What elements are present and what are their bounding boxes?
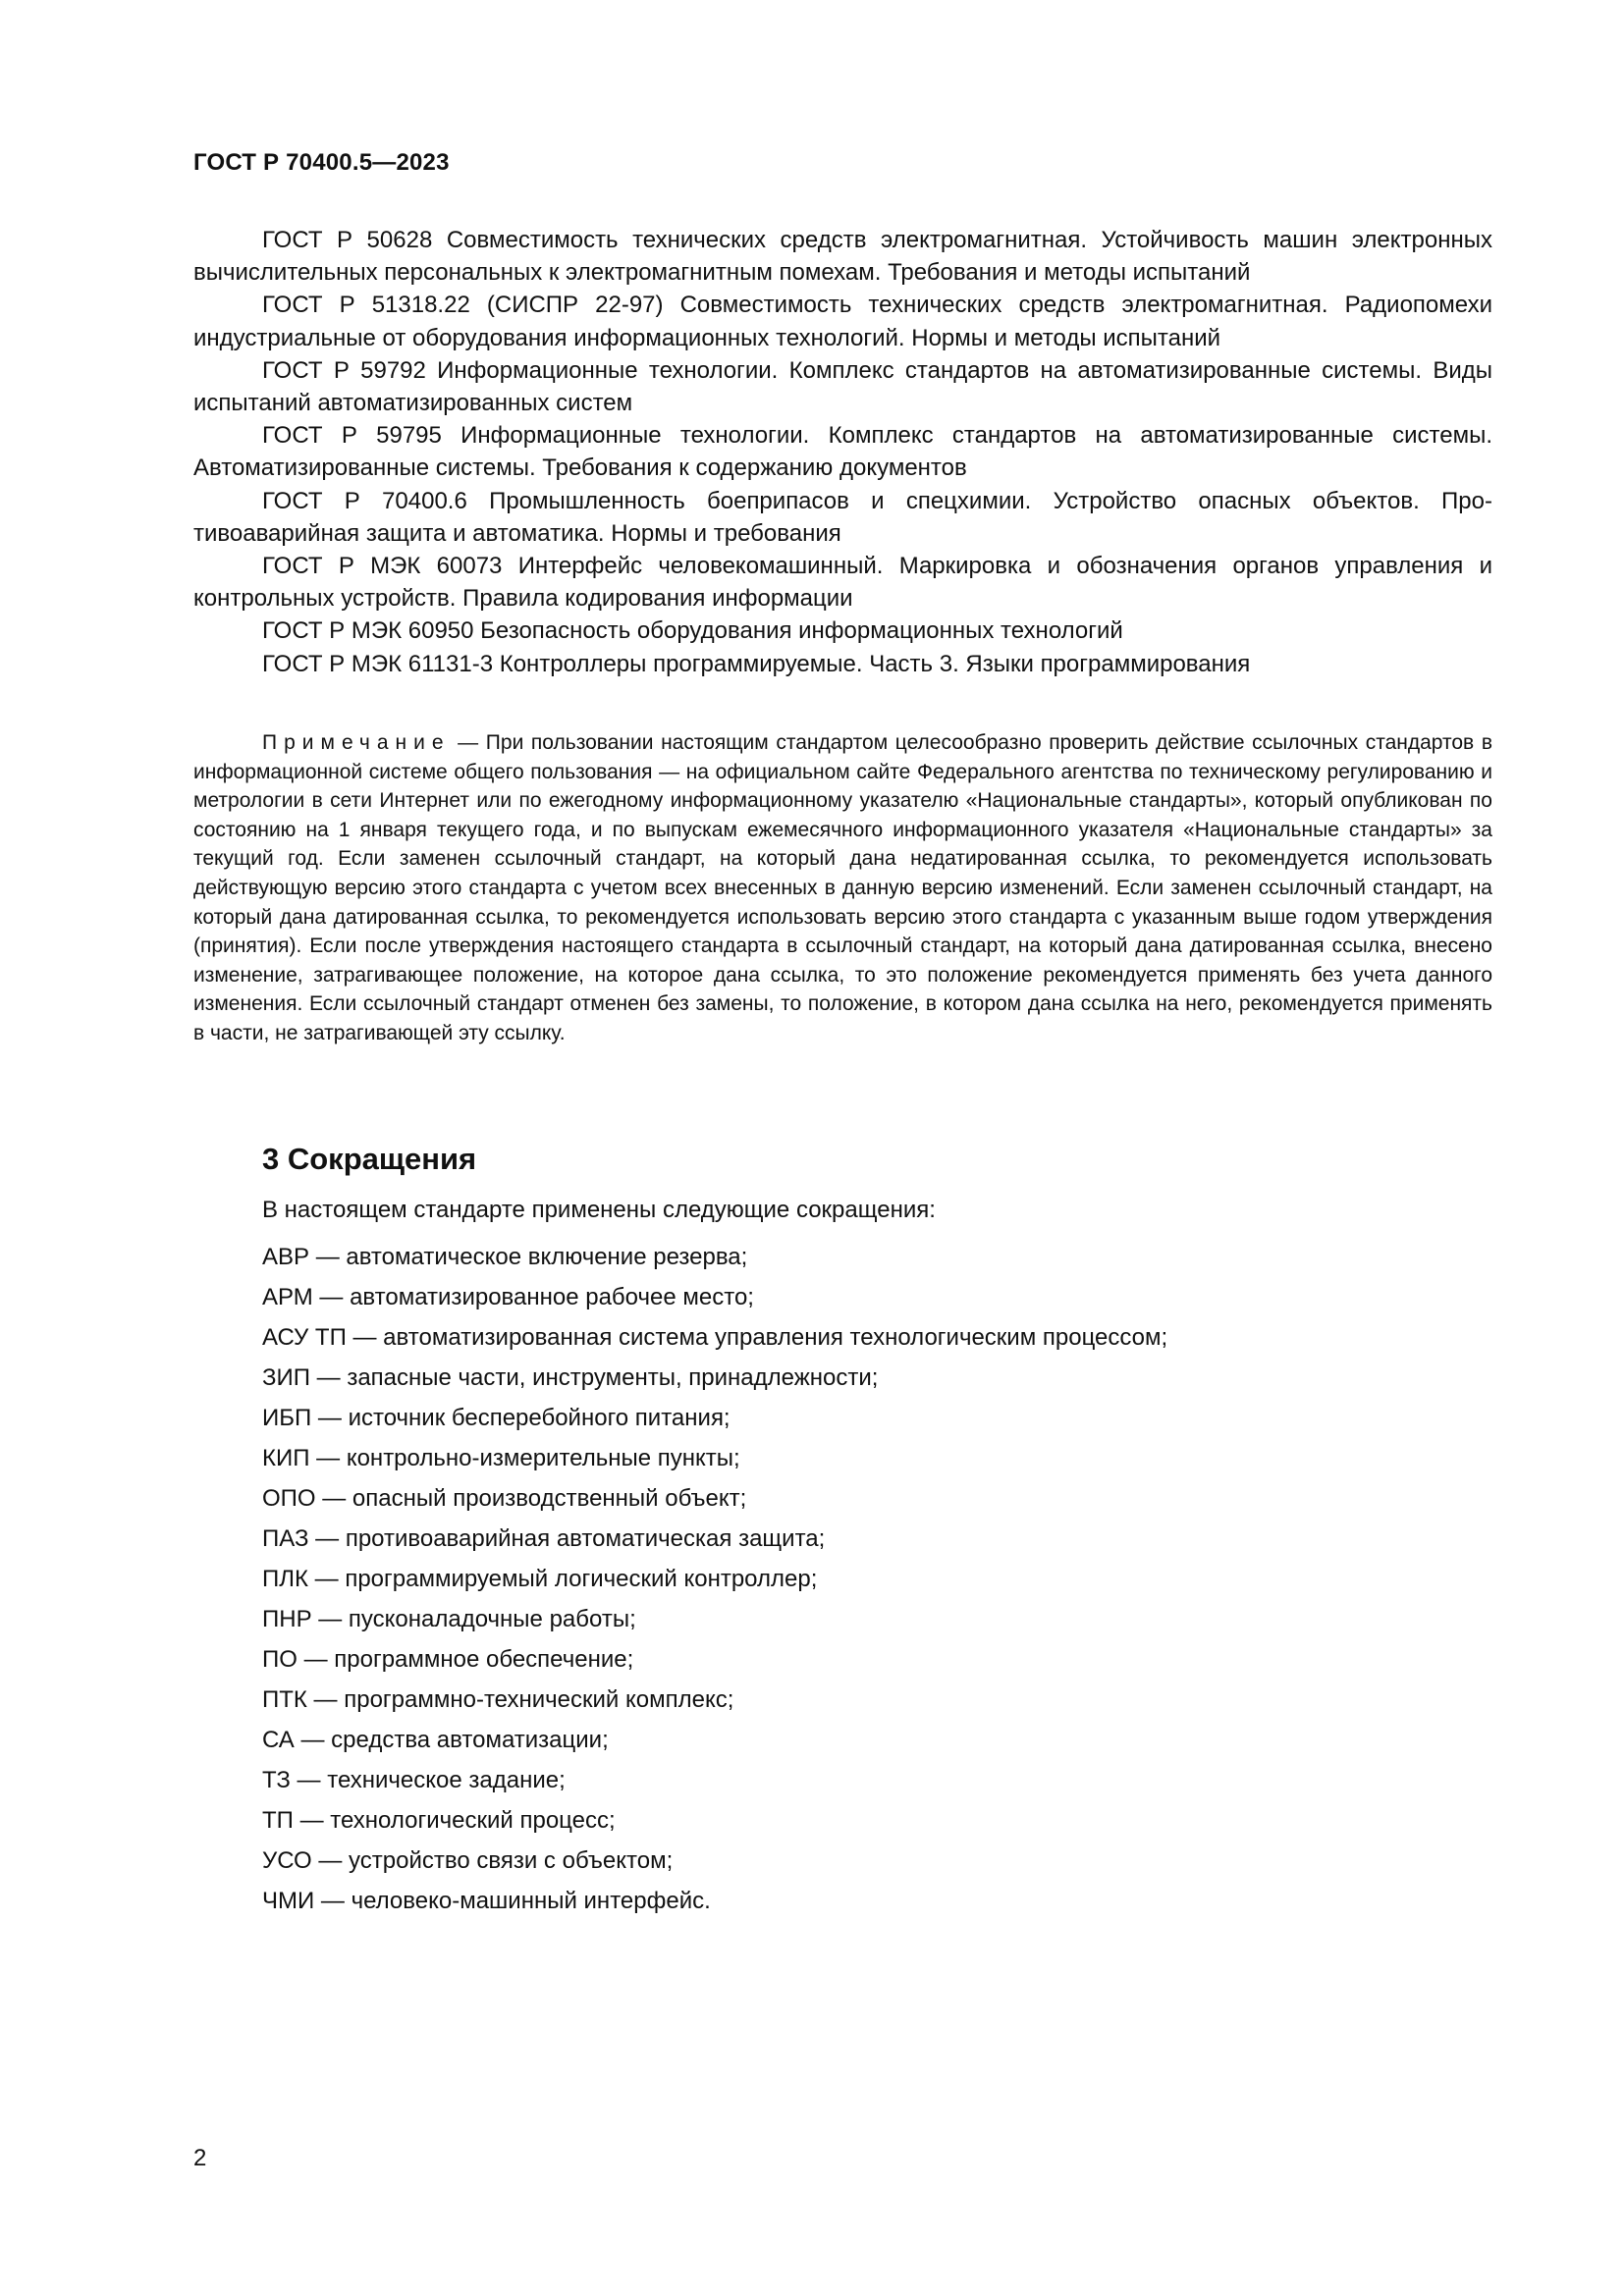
document-code-header: ГОСТ Р 70400.5—2023: [193, 149, 450, 176]
note-text: — При пользовании настоящим стандартом целесообразно проверить действие ссылочных стандартов в информационной системе общего пользования — на официальном сайте Федерального агентства по техническому регулированию и метрологии в сети Интернет или по ежегодному информационному указателю «Национальные стандарты», который опубликован по состоянию на 1 января текущего года, и по выпускам ежемесячного информационного указателя «Национальные стандарты» за текущий год. Если заменен ссылочный стандарт, на который дана недатированная ссылка, то рекомендуется использовать действующую версию этого стандарта с учетом всех внесенных в данную версию изменений. Если заменен ссылочный стандарт, на который дана датированная ссылка, то рекомендуется использовать версию этого стандарта с указанным выше годом утверждения (принятия). Если после утверждения настоящего стандарта в ссылочный стандарт, на который дана датированная ссылка, внесено изменение, затрагивающее положение, на которое дана ссылка, то это положение рекомендуется применять без учета данного изменения. Если ссылочный стандарт отменен без замены, то положение, в котором дана ссылка на него, рекомендуется применять в части, не затрагивающей эту ссылку.: [193, 731, 1492, 1044]
abbreviation-item: СА — средства автоматизации;: [262, 1727, 609, 1753]
reference-item: ГОСТ Р МЭК 60073 Интерфейс человекомашинный. Маркировка и обозначения органов управления и контрольных устройств. Правила кодирования информации: [193, 553, 1492, 613]
abbreviation-item: ПТК — программно-технический комплекс;: [262, 1686, 734, 1713]
reference-item: ГОСТ Р 70400.6 Промышленность боеприпасов и спецхимии. Устройство опасных объектов. Противоаварийная защита и автоматика. Нормы и требования: [193, 487, 1492, 547]
abbreviation-item: АРМ — автоматизированное рабочее место;: [262, 1284, 754, 1310]
abbreviation-item: ПЛК — программируемый логический контроллер;: [262, 1566, 818, 1592]
abbreviation-item: АСУ ТП — автоматизированная система управления технологическим процессом;: [262, 1324, 1168, 1351]
abbreviation-item: АВР — автоматическое включение резерва;: [262, 1244, 748, 1270]
abbreviation-item: ПАЗ — противоаварийная автоматическая защита;: [262, 1525, 826, 1552]
reference-item: ГОСТ Р 59795 Информационные технологии. Комплекс стандартов на автоматизированные системы. Автоматизированные системы. Требования к содержанию документов: [193, 422, 1492, 482]
abbreviation-item: ЧМИ — человеко-машинный интерфейс.: [262, 1888, 711, 1914]
page-number: 2: [193, 2145, 207, 2171]
abbreviation-item: ТЗ — техническое задание;: [262, 1767, 566, 1793]
section-title: 3 Сокращения: [262, 1142, 477, 1176]
abbreviation-item: ОПО — опасный производственный объект;: [262, 1485, 747, 1512]
abbreviation-item: ЗИП — запасные части, инструменты, принадлежности;: [262, 1364, 879, 1391]
abbreviations-list: [262, 1237, 1489, 1921]
normative-references-list: [193, 224, 1492, 680]
reference-item: ГОСТ Р 59792 Информационные технологии. Комплекс стандартов на автоматизированные системы. Виды испытаний автоматизированных систем: [193, 356, 1492, 417]
abbreviation-item: КИП — контрольно-измерительные пункты;: [262, 1445, 740, 1471]
note-label: Примечание: [262, 731, 451, 754]
section-intro: В настоящем стандарте применены следующие сокращения:: [262, 1197, 936, 1223]
abbreviation-item: УСО — устройство связи с объектом;: [262, 1847, 674, 1874]
reference-item: ГОСТ Р МЭК 60950 Безопасность оборудования информационных технологий: [262, 617, 1123, 645]
reference-item: ГОСТ Р 51318.22 (СИСПР 22-97) Совместимость технических средств электромагнитная. Радиопомехи индустриальные от оборудования информационных технологий. Нормы и методы испытаний: [193, 292, 1492, 351]
abbreviation-item: ПНР — пусконаладочные работы;: [262, 1606, 636, 1632]
abbreviation-item: ИБП — источник бесперебойного питания;: [262, 1405, 731, 1431]
abbreviation-item: ТП — технологический процесс;: [262, 1807, 616, 1834]
abbreviation-item: ПО — программное обеспечение;: [262, 1646, 634, 1673]
reference-item: ГОСТ Р МЭК 61131-3 Контроллеры программируемые. Часть 3. Языки программирования: [262, 650, 1251, 677]
note-paragraph: [193, 728, 1492, 1048]
reference-item: ГОСТ Р 50628 Совместимость технических средств электромагнитная. Устойчивость машин электронных вычислительных персональных к электромагнитным помехам. Требования и методы испытаний: [193, 227, 1492, 287]
